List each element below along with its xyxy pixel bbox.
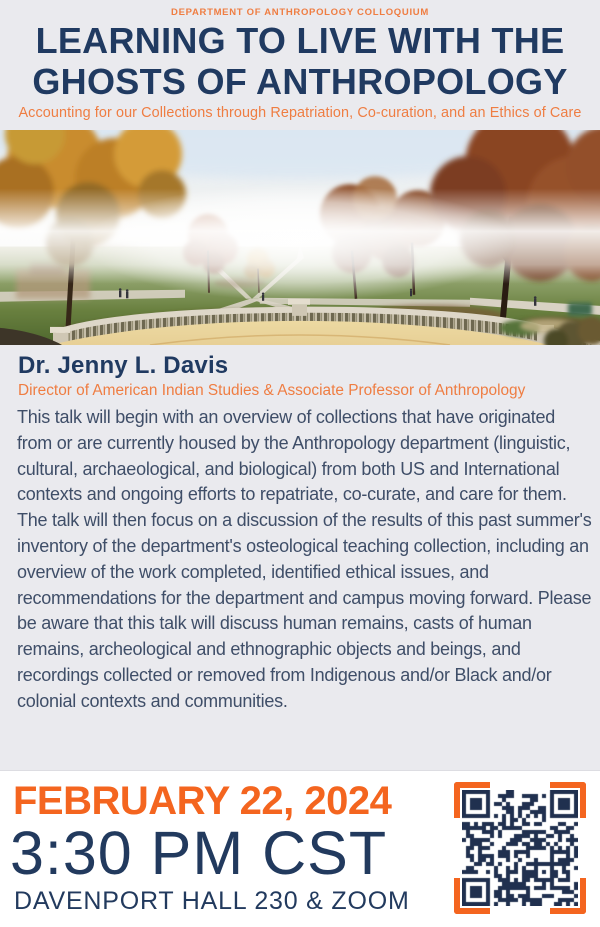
qr-code [454,782,586,914]
colloquium-eyebrow: DEPARTMENT OF ANTHROPOLOGY COLLOQUIUM [171,7,429,18]
qr-code-pattern [462,790,578,906]
event-location: DAVENPORT HALL 230 & ZOOM [14,887,410,915]
event-date: FEBRUARY 22, 2024 [13,779,392,823]
poster-title [0,20,600,102]
abstract-text: This talk will begin with an overview of collections that have originated from or are currently housed by the Anthropology department (linguistic, cultural, archaeological, and biological) from both US and International contexts and ongoing efforts to repatriate, co-curate, and care for them. The talk will then focus on a discussion of the results of this past summer's inventory of the department's osteological teaching collection, including an overview of the work completed, identified ethical issues, and recommendations for the department and campus moving forward. Please be aware that this talk will discuss human remains, casts of human remains, archeological and ethnographic objects and beings, and recordings collected or removed from Indigenous and/or Black and/or colonial contexts and communities. [17,407,592,711]
poster-subtitle: Accounting for our Collections through Repatriation, Co-curation, and an Ethics of Care [18,105,582,121]
event-time: 3:30 PM CST [10,819,388,887]
poster-title-line-1: LEARNING TO LIVE WITH THE [35,20,565,61]
campus-photo [0,130,600,345]
speaker-role: Director of American Indian Studies & Associate Professor of Anthropology [18,382,526,399]
speaker-name: Dr. Jenny L. Davis [18,352,229,379]
event-details-section [0,770,600,927]
poster-title-line-2: GHOSTS OF ANTHROPOLOGY [32,61,568,102]
